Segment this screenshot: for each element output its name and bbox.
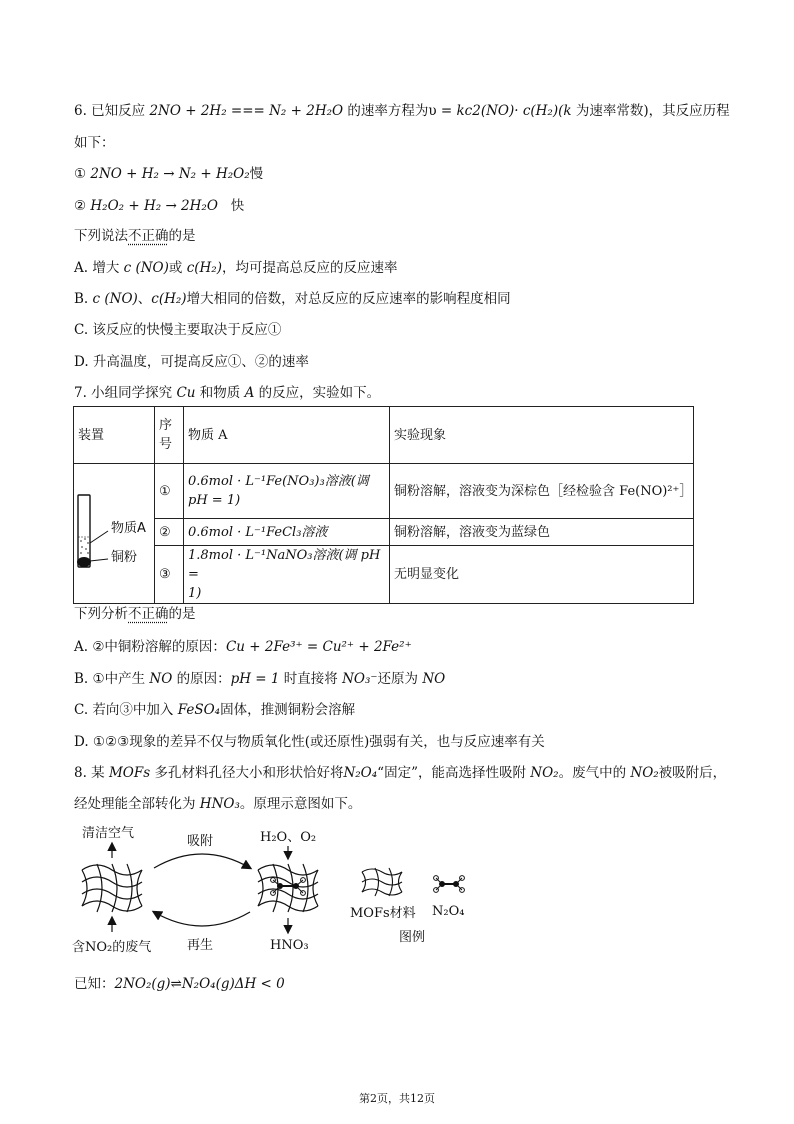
- header-phenomenon: 实验现象: [390, 407, 694, 464]
- q7-option-d: D. ①②③现象的差异不仅与物质氧化性(或还原性)强弱有关，也与反应速率有关: [74, 734, 545, 750]
- substance-line2: pH = 1): [188, 493, 241, 508]
- header-substance: 物质 A: [184, 407, 390, 464]
- q8-math: NO₂: [530, 765, 559, 781]
- q8-text: 经处理能全部转化为: [74, 796, 200, 812]
- prompt-text: 的是: [168, 228, 196, 244]
- row-number: ②: [155, 519, 184, 546]
- q6-option-b: [74, 289, 511, 309]
- q8-math: MOFs: [108, 765, 151, 781]
- waste-gas-label: 含NO₂的废气: [72, 940, 152, 955]
- q8-math: N₂O₄: [343, 765, 378, 781]
- emphasis-not-correct: 不正确: [128, 606, 169, 622]
- table-header-row: [74, 407, 694, 464]
- option-text: A. ②中铜粉溶解的原因：: [74, 639, 226, 655]
- q8-math: HNO₃: [199, 796, 240, 812]
- q6-stem-line2: 如下：: [74, 135, 115, 151]
- page-footer: 第2页，共12页: [359, 1092, 435, 1105]
- legend-mofs-label: MOFs材料: [350, 906, 416, 921]
- prompt-text: 的是: [168, 606, 196, 622]
- q8-text: 。原理示意图如下。: [239, 796, 362, 812]
- row-phenomenon: 铜粉溶解，溶液变为蓝绿色: [390, 519, 694, 546]
- row-number: ①: [155, 464, 184, 519]
- q8-stem-line2: [74, 794, 361, 814]
- step-number: ①: [74, 166, 87, 182]
- option-text: B.: [74, 291, 93, 307]
- regen-label: 再生: [187, 938, 214, 953]
- q6-equation: 2NO + 2H₂ === N₂ + 2H₂O: [149, 103, 344, 119]
- q6-stem-line1: [74, 101, 730, 121]
- hno3-label: HNO₃: [270, 938, 309, 953]
- q6-option-d: D. 升高温度，可提高反应①、②的速率: [74, 354, 309, 370]
- row-substance: [184, 546, 390, 604]
- substance-line1: 1.8mol · L⁻¹NaNO₃溶液(调 pH =: [188, 548, 381, 582]
- known-equation: 2NO₂(g)⇌N₂O₄(g)ΔH < 0: [114, 976, 285, 992]
- option-math: Cu + 2Fe³⁺ = Cu²⁺ + 2Fe²⁺: [225, 639, 412, 655]
- regen-arrow-icon: [154, 912, 250, 926]
- step1-equation: 2NO + H₂ → N₂ + H₂O₂: [90, 166, 250, 182]
- row-phenomenon: 无明显变化: [390, 546, 694, 604]
- substance-line1: 0.6mol · L⁻¹FeCl₃溶液: [188, 524, 328, 540]
- clean-air-label: 清洁空气: [82, 826, 135, 841]
- copper-powder-icon: [77, 557, 91, 567]
- q7-stem: [74, 383, 380, 403]
- step2-speed: 快: [230, 198, 245, 214]
- header-number: 序号: [155, 407, 184, 464]
- option-text: 时直接将: [279, 671, 343, 687]
- q7-math: A: [244, 385, 255, 401]
- row-substance: [184, 464, 390, 519]
- q8-math: NO₂: [630, 765, 659, 781]
- table-row: [74, 519, 694, 546]
- q6-text: 为速率常数)，其反应历程: [571, 103, 730, 119]
- q8-text: “固定”，能高选择性吸附: [377, 765, 531, 781]
- device-label-copper: 铜粉: [111, 550, 138, 565]
- q8-text: 多孔材料孔径大小和形状恰好将: [150, 765, 344, 781]
- q8-text: 被吸附后，: [658, 765, 727, 781]
- row-substance: [184, 519, 390, 546]
- option-math: NO: [149, 671, 173, 687]
- option-math: c (NO): [92, 291, 138, 307]
- legend-mofs-icon: [362, 868, 402, 896]
- mofs-mesh-left-icon: [82, 864, 142, 912]
- option-text: A. 增大: [74, 260, 124, 276]
- table-row: [74, 464, 694, 519]
- q7-text: 和物质: [195, 385, 245, 401]
- option-math: c(H₂): [151, 291, 187, 307]
- option-text: 或: [168, 260, 187, 276]
- option-math: NO: [422, 671, 446, 687]
- q8-stem-line1: [74, 763, 726, 783]
- q7-prompt: [74, 604, 196, 624]
- option-math: FeSO₄: [177, 702, 221, 718]
- device-label-substance: 物质A: [111, 521, 146, 536]
- q8-text: 8. 某: [74, 765, 109, 781]
- option-text: 的原因：: [172, 671, 231, 687]
- emphasis-not-correct: 不正确: [128, 228, 169, 244]
- q6-text: 6. 已知反应: [74, 103, 150, 119]
- q6-step1: [74, 164, 263, 184]
- option-text: ，均可提高总反应的反应速率: [221, 260, 398, 276]
- q7-option-c: [74, 700, 355, 720]
- option-text: C. 若向③中加入: [74, 702, 178, 718]
- adsorb-arrow-icon: [154, 854, 250, 868]
- solution-dots-icon: [80, 538, 89, 554]
- q7-math: Cu: [176, 385, 196, 401]
- header-device: 装置: [74, 407, 155, 464]
- legend-n2o4-label: N₂O₄: [432, 904, 465, 919]
- option-text: 增大相同的倍数，对总反应的反应速率的影响程度相同: [186, 291, 511, 307]
- mofs-process-diagram: [72, 822, 492, 967]
- q8-text: 。废气中的: [558, 765, 631, 781]
- option-text: 还原为: [377, 671, 423, 687]
- prompt-text: 下列说法: [74, 228, 128, 244]
- table-row: [74, 546, 694, 604]
- q6-option-c: C. 该反应的快慢主要取决于反应①: [74, 322, 282, 338]
- device-cell: [74, 464, 155, 604]
- option-math: c (NO): [123, 260, 169, 276]
- prompt-text: 下列分析: [74, 606, 128, 622]
- option-math: NO₃⁻: [342, 671, 378, 687]
- option-math: pH = 1: [230, 671, 280, 687]
- experiment-table: [73, 406, 694, 604]
- q6-text: 的速率方程为υ =: [343, 103, 457, 119]
- legend-n2o4-icon: [434, 876, 465, 893]
- mofs-mesh-right-icon: [258, 864, 318, 912]
- substance-line1: 0.6mol · L⁻¹Fe(NO₃)₃溶液(调: [188, 474, 369, 489]
- step2-equation: H₂O₂ + H₂ → 2H₂O: [90, 198, 218, 214]
- q6-option-a: [74, 258, 397, 278]
- adsorb-label: 吸附: [187, 834, 214, 849]
- q7-option-a: [74, 637, 412, 657]
- substance-line2: 1): [188, 586, 202, 601]
- option-text: B. ①中产生: [74, 671, 150, 687]
- option-text: 固体，推测铜粉会溶解: [220, 702, 356, 718]
- row-number: ③: [155, 546, 184, 604]
- q7-text: 7. 小组同学探究: [74, 385, 177, 401]
- q6-prompt: [74, 226, 196, 246]
- h2o-o2-label: H₂O、O₂: [260, 830, 317, 845]
- option-text: 、: [137, 291, 152, 307]
- step-number: ②: [74, 198, 87, 214]
- q7-option-b: [74, 669, 445, 689]
- option-math: c(H₂): [186, 260, 222, 276]
- q6-step2: [74, 196, 244, 216]
- row-phenomenon: 铜粉溶解，溶液变为深棕色［经检验含 Fe(NO)²⁺］: [390, 464, 694, 519]
- q8-known: [74, 974, 285, 994]
- legend-title: 图例: [399, 930, 426, 945]
- step1-speed: 慢: [249, 166, 264, 182]
- q7-text: 的反应，实验如下。: [254, 385, 381, 401]
- q6-rate-expression: kc2(NO)· c(H₂)(k: [456, 103, 572, 119]
- known-text: 已知：: [74, 976, 115, 992]
